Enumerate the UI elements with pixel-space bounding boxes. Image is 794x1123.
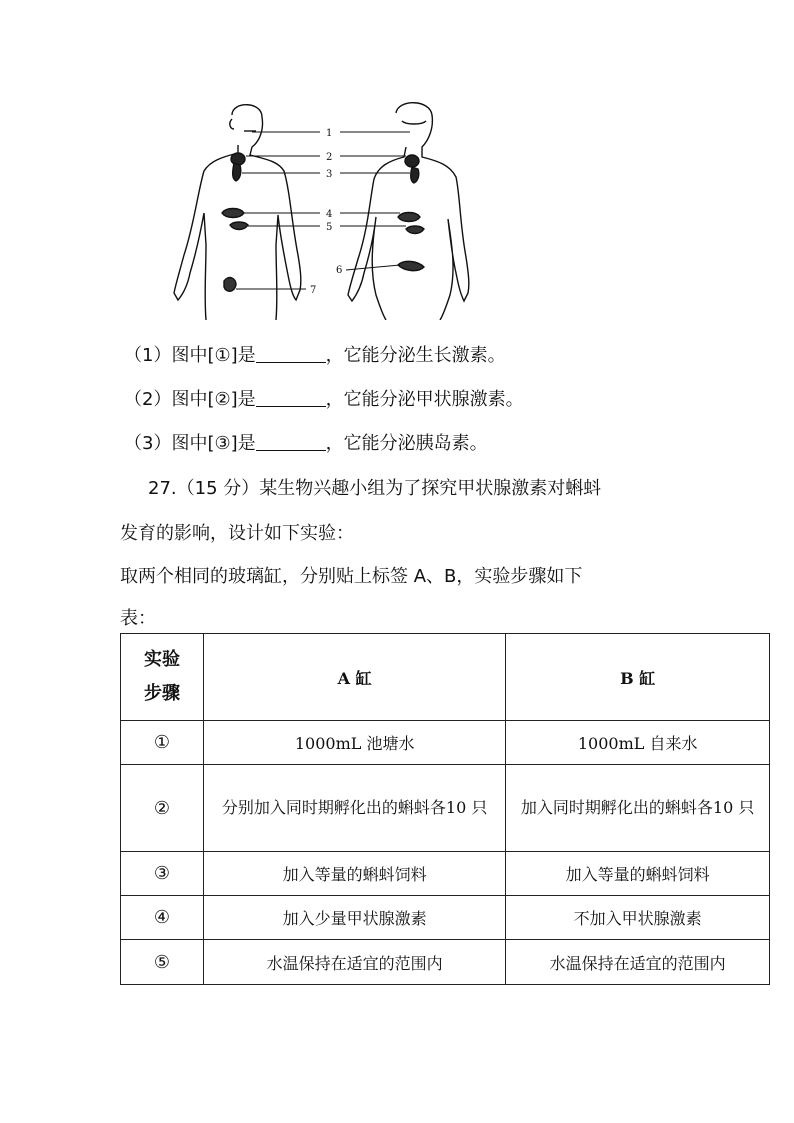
q27-line-2: 发育的影响，设计如下实验：	[120, 523, 354, 544]
table-row	[121, 852, 770, 896]
figure-label-4: 4	[326, 209, 333, 220]
q27-line-3: 取两个相同的玻璃缸，分别贴上标签 A、B，实验步骤如下	[120, 566, 583, 587]
table-row	[121, 896, 770, 940]
q27-line-1: 27.（15 分）某生物兴趣小组为了探究甲状腺激素对蝌蚪	[148, 478, 602, 499]
experiment-table	[120, 633, 770, 985]
figure-label-5: 5	[326, 222, 333, 233]
a-cell: 加入等量的蝌蚪饲料	[204, 852, 506, 896]
figure-label-3: 3	[326, 169, 333, 180]
step-cell: ②	[121, 765, 204, 852]
q27-line-4: 表：	[120, 608, 156, 629]
figure-label-1: 1	[326, 128, 333, 139]
a-cell: 分别加入同时期孵化出的蝌蚪各10 只	[204, 765, 506, 852]
question-2: （2）图中[②]是 ，它能分泌甲状腺激素。	[124, 389, 524, 410]
figure-labels	[310, 128, 342, 296]
header-step: 实验步骤	[121, 634, 204, 721]
step-cell: ④	[121, 896, 204, 940]
answer-blank-3[interactable]	[256, 432, 326, 451]
female-figure	[348, 103, 469, 320]
b-cell: 加入等量的蝌蚪饲料	[506, 852, 770, 896]
answer-blank-1[interactable]	[256, 344, 326, 363]
male-figure	[174, 105, 301, 320]
b-cell: 不加入甲状腺激素	[506, 896, 770, 940]
b-cell: 水温保持在适宜的范围内	[506, 940, 770, 985]
step-cell: ①	[121, 721, 204, 765]
table-row	[121, 721, 770, 765]
endocrine-diagram	[160, 95, 500, 320]
step-cell: ⑤	[121, 940, 204, 985]
answer-blank-2[interactable]	[256, 388, 326, 407]
a-cell: 1000mL 池塘水	[204, 721, 506, 765]
b-cell: 1000mL 自来水	[506, 721, 770, 765]
table-row	[121, 940, 770, 985]
table-row	[121, 765, 770, 852]
figure-label-6: 6	[336, 265, 343, 276]
header-b: B 缸	[506, 634, 770, 721]
b-cell: 加入同时期孵化出的蝌蚪各10 只	[506, 765, 770, 852]
figure-label-2: 2	[326, 152, 333, 163]
a-cell: 水温保持在适宜的范围内	[204, 940, 506, 985]
question-1: （1）图中[①]是 ，它能分泌生长激素。	[124, 345, 506, 366]
a-cell: 加入少量甲状腺激素	[204, 896, 506, 940]
step-cell: ③	[121, 852, 204, 896]
leader-lines	[236, 132, 410, 289]
question-3: （3）图中[③]是 ，它能分泌胰岛素。	[124, 433, 488, 454]
header-a: A 缸	[204, 634, 506, 721]
table-header-row	[121, 634, 770, 721]
figure-label-7: 7	[310, 285, 317, 296]
